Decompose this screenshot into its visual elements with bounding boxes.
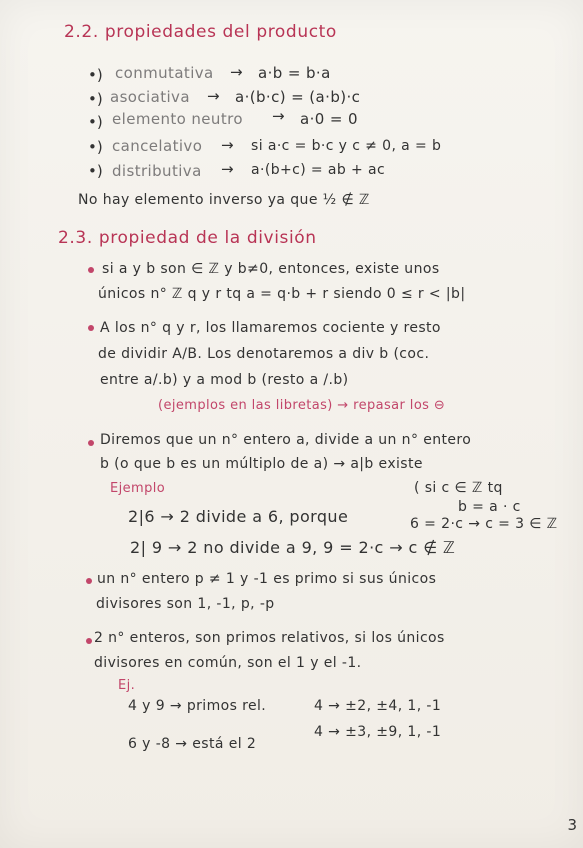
prime-text-2: divisores son 1, -1, p, -p (96, 596, 275, 612)
section-title-2-3: 2.3. propiedad de la división (58, 228, 317, 248)
prop-formula: a·b = b·a (258, 64, 331, 82)
prop-name-asociativa: asociativa (110, 88, 190, 106)
exists-c-text: ( si c ∈ ℤ tq (414, 480, 503, 496)
quotient-text-3: entre a/.b) y a mod b (resto a /.b) (100, 372, 349, 388)
prop-name-cancelativo: cancelativo (112, 137, 203, 155)
examples-note: (ejemplos en las libretas) → repasar los ⊖ (158, 398, 446, 413)
prop-name-distributiva: distributiva (112, 162, 202, 180)
arrow: → (221, 160, 234, 178)
prop-formula: si a·c = b·c y c ≠ 0, a = b (251, 138, 442, 154)
prop-bullet: •) (88, 138, 103, 156)
example-4-9: 4 y 9 → primos rel. (128, 698, 267, 714)
arrow: → (221, 136, 234, 154)
arrow: → (272, 107, 285, 125)
bullet-dot (88, 325, 94, 331)
bullet-dot (88, 267, 94, 273)
divisors-9: 4 → ±3, ±9, 1, -1 (314, 724, 442, 740)
prop-formula: a·0 = 0 (300, 110, 358, 128)
prop-bullet: •) (88, 66, 103, 84)
example-6-eq-2c: 6 = 2·c → c = 3 ∈ ℤ (410, 516, 558, 532)
bullet-dot (88, 440, 94, 446)
quotient-text-2: de dividir A/B. Los denotaremos a div b (coc. (98, 346, 430, 362)
example-2-divides-6: 2|6 → 2 divide a 6, porque (128, 507, 349, 526)
prop-bullet: •) (88, 90, 103, 108)
prop-formula: a·(b+c) = ab + ac (251, 162, 386, 178)
coprime-text-2: divisores en común, son el 1 y el -1. (94, 655, 362, 671)
section-title-2-2: 2.2. propiedades del producto (64, 22, 337, 42)
divides-text-2: b (o que b es un múltiplo de a) → a|b existe (100, 456, 423, 472)
arrow: → (207, 87, 220, 105)
divides-text-1: Diremos que un n° entero a, divide a un n° entero (100, 432, 472, 448)
divisors-4: 4 → ±2, ±4, 1, -1 (314, 698, 442, 714)
page-number: 3 (567, 816, 577, 834)
b-equals-ac: b = a · c (458, 499, 521, 515)
example-label: Ejemplo (110, 481, 166, 496)
arrow: → (230, 63, 243, 81)
no-inverse-note: No hay elemento inverso ya que ½ ∉ ℤ (78, 192, 370, 208)
division-text-1: si a y b son ∈ ℤ y b≠0, entonces, existe unos (102, 261, 440, 277)
bullet-dot (86, 578, 92, 584)
quotient-text-1: A los n° q y r, los llamaremos cociente y resto (100, 320, 441, 336)
example-2-not-divides-9: 2| 9 → 2 no divide a 9, 9 = 2·c → c ∉ ℤ (130, 538, 456, 557)
prop-bullet: •) (88, 162, 103, 180)
prop-name-elemento-neutro: elemento neutro (112, 110, 243, 128)
prime-text-1: un n° entero p ≠ 1 y -1 es primo si sus únicos (97, 571, 437, 587)
ej-label: Ej. (118, 678, 136, 693)
prop-formula: a·(b·c) = (a·b)·c (235, 88, 361, 106)
division-text-2: únicos n° ℤ q y r tq a = q·b + r siendo 0 ≤ r < |b| (98, 286, 466, 302)
coprime-text-1: 2 n° enteros, son primos relativos, si los únicos (94, 630, 445, 646)
example-6-minus-8: 6 y -8 → está el 2 (128, 736, 257, 752)
bullet-dot (86, 638, 92, 644)
prop-name-conmutativa: conmutativa (115, 64, 214, 82)
prop-bullet: •) (88, 113, 103, 131)
